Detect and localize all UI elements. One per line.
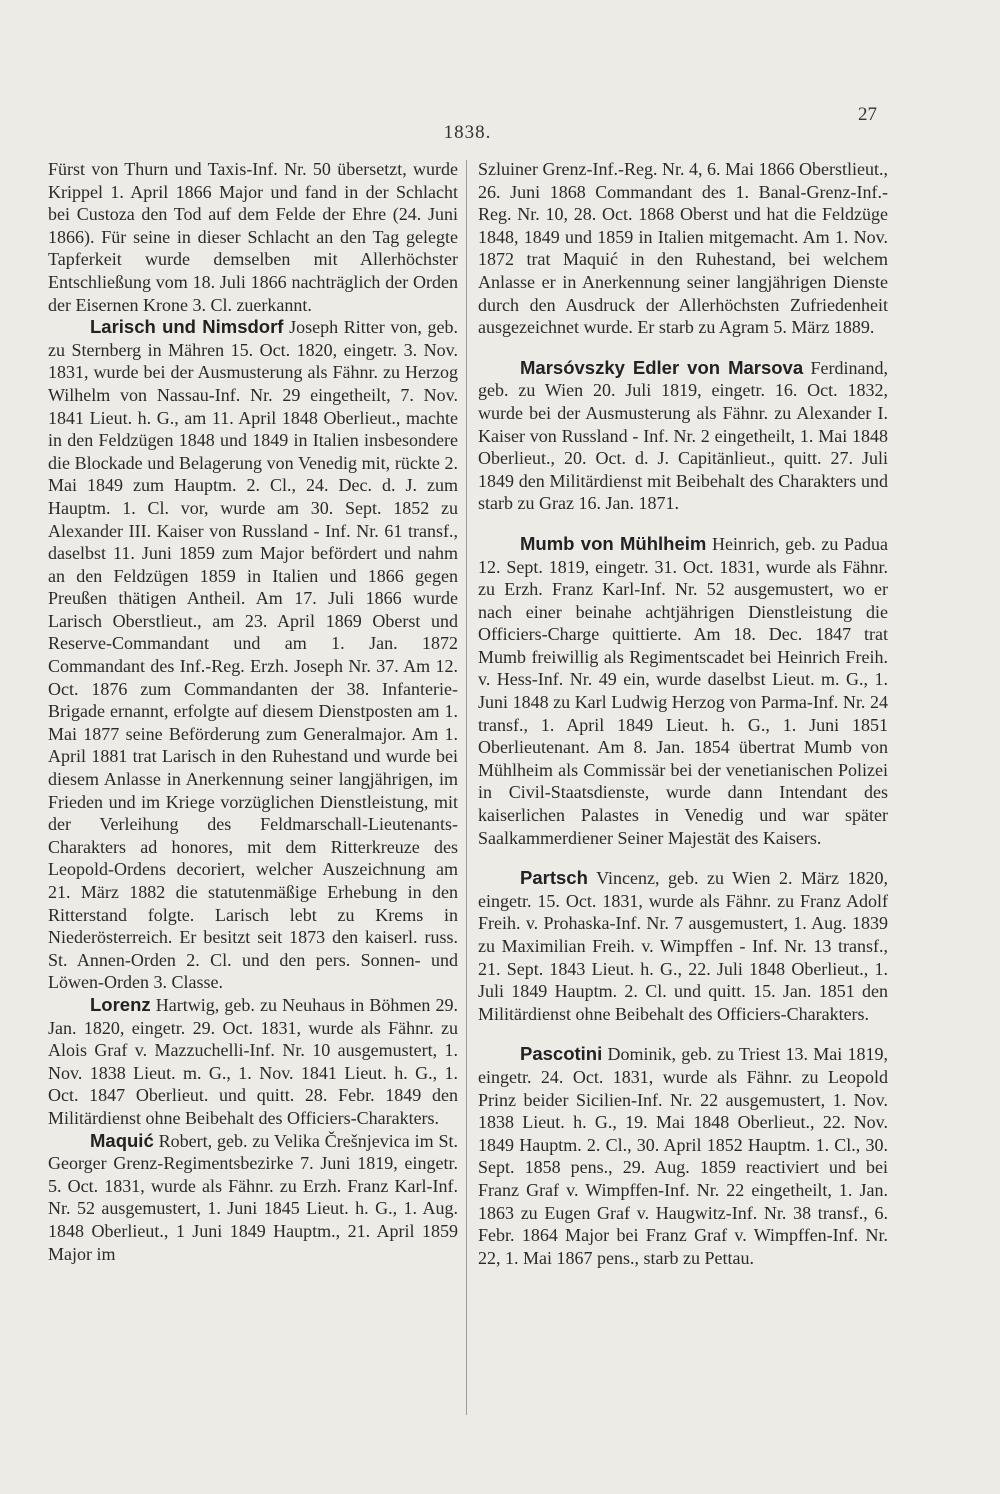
entry-maquic — [48, 1130, 458, 1266]
entry-name: Partsch — [520, 867, 588, 889]
entry-lorenz — [48, 994, 458, 1130]
entry-larisch — [48, 316, 458, 994]
entry-name: Pascotini — [520, 1043, 603, 1065]
left-column — [48, 158, 458, 1265]
entry-text: Joseph Ritter von, geb. zu Sternberg in Mähren 15. Oct. 1820, eingetr. 3. Nov. 1831, wurde bei der Ausmusterung als Fähnr. zu Herzog Wilhelm von Nassau-Inf. Nr. 29 eingetheilt, 7. Nov. 1841 Lieut. h. G., am 11. April 1848 Oberlieut., machte in den Feldzügen 1848 und 1849 in Italien insbesondere die Blockade und Belagerung von Venedig mit, rückte 2. Mai 1849 zum Hauptm. 2. Cl., 24. Dec. d. J. zum Hauptm. 1. Cl. vor, wurde am 30. Sept. 1852 zu Alexander III. Kaiser von Russland - Inf. Nr. 61 transf., daselbst 11. Juni 1859 zum Major befördert und nahm an den Feldzügen 1859 in Italien und 1866 gegen Preußen thätigen Antheil. Am 17. Juli 1866 wurde Larisch Oberstlieut., am 23. April 1869 Oberst und Reserve-Commandant und am 1. Jan. 1872 Commandant des Inf.-Reg. Erzh. Joseph Nr. 37. Am 12. Oct. 1876 zum Commandanten der 38. Infanterie-Brigade ernannt, erfolgte auf diesem Dienstposten am 1. Mai 1877 seine Beförderung zum Generalmajor. Am 1. April 1881 trat Larisch in den Ruhestand und wurde bei diesem Anlasse in Anerkennung seiner langjährigen, im Frieden und im Kriege vorzüglichen Dienstleistung, mit der Verleihung des Feldmarschall-Lieutenants-Charakters ad honores, mit dem Ritterkreuze des Leopold-Ordens decoriert, welcher Auszeichnung am 21. März 1882 die statutenmäßige Erhebung in den Ritterstand folgte. Larisch lebt zu Krems in Niederösterreich. Er besitzt seit 1873 den kaiserl. russ. St. Annen-Orden 2. Cl. und den pers. Sonnen- und Löwen-Orden 3. Classe. — [48, 317, 458, 993]
entry-marsovszky — [478, 357, 888, 515]
entry-text: Hartwig, geb. zu Neuhaus in Böhmen 29. Jan. 1820, eingetr. 29. Oct. 1831, wurde als Fähnr. zu Alois Graf v. Mazzuchelli-Inf. Nr. 10 ausgemustert, 1. Nov. 1838 Lieut. m. G., 1. Nov. 1841 Lieut. h. G., 1. Oct. 1847 Oberlieut. und quitt. 28. Febr. 1849 den Militärdienst ohne Beibehalt des Officiers-Charakters. — [48, 994, 458, 1128]
entry-name: Maquić — [90, 1129, 154, 1151]
running-header-year: 1838. — [443, 122, 492, 143]
entry-name: Marsóvszky Edler von Marsova — [520, 356, 804, 378]
entry-partsch — [478, 867, 888, 1025]
continuation-text: Fürst von Thurn und Taxis-Inf. Nr. 50 übersetzt, wurde Krippel 1. April 1866 Major und fand in der Schlacht bei Custoza den Tod auf dem Felde der Ehre (24. Juni 1866). Für seine in dieser Schlacht an den Tag gelegte Tapferkeit wurde demselben mit Allerhöchster Entschließung vom 18. Juli 1866 nachträglich der Orden der Eisernen Krone 3. Cl. zuerkannt. — [48, 159, 458, 315]
right-column — [478, 158, 888, 1269]
entry-mumb — [478, 533, 888, 849]
entry-text: Ferdinand, geb. zu Wien 20. Juli 1819, eingetr. 16. Oct. 1832, wurde bei der Ausmusterung als Fähnr. zu Alexander I. Kaiser von Russland - Inf. Nr. 2 eingetheilt, 1. Mai 1848 Oberlieut., 20. Oct. d. J. Capitänlieut., quitt. 27. Juli 1849 den Militärdienst mit Beibehalt des Charakters und starb zu Graz 16. Jan. 1871. — [478, 357, 888, 514]
entry-name: Lorenz — [90, 993, 151, 1015]
page-number: 27 — [858, 104, 877, 125]
entry-text: Heinrich, geb. zu Padua 12. Sept. 1819, eingetr. 31. Oct. 1831, wurde als Fähnr. zu Erzh. Franz Karl-Inf. Nr. 52 ausgemustert, wo er nach einer beinahe achtjährigen Dienstleistung die Officiers-Charge quittierte. Am 18. Dec. 1847 trat Mumb freiwillig als Regimentscadet bei Heinrich Freih. v. Hess-Inf. Nr. 49 ein, wurde daselbst Lieut. m. G., 1. Juni 1848 zu Karl Ludwig Herzog von Parma-Inf. Nr. 24 transf., 1. April 1849 Lieut. h. G., 1. Juni 1851 Oberlieutenant. Am 8. Jan. 1854 übertrat Mumb von Mühlheim als Commissär bei der venetianischen Polizei in Civil-Staatsdienste, wurde dann Intendant des kaiserlichen Palastes in Venedig und war später Saalkammerdiener Seiner Majestät des Kaisers. — [478, 533, 888, 848]
entry-text: Vincenz, geb. zu Wien 2. März 1820, eingetr. 15. Oct. 1831, wurde als Fähnr. zu Franz Adolf Freih. v. Prohaska-Inf. Nr. 7 ausgemustert, 1. Aug. 1839 zu Maximilian Freih. v. Wimpffen - Inf. Nr. 13 transf., 21. Sept. 1843 Lieut. h. G., 22. Juli 1848 Oberlieut., 1. Juli 1849 Hauptm. 2. Cl. und quitt. 15. Jan. 1851 den Militärdienst ohne Beibehalt des Officiers-Charakters. — [478, 868, 888, 1024]
continuation-text: Szluiner Grenz-Inf.-Reg. Nr. 4, 6. Mai 1866 Oberstlieut., 26. Juni 1868 Commandant des 1. Banal-Grenz-Inf.-Reg. Nr. 10, 28. Oct. 1868 Oberst und hat die Feldzüge 1848, 1849 und 1859 in Italien mitgemacht. Am 1. Nov. 1872 trat Maquić in den Ruhestand, bei welchem Anlasse er in Anerkennung seiner langjährigen Dienste durch den Ausdruck der Allerhöchsten Zufriedenheit ausgezeichnet wurde. Er starb zu Agram 5. März 1889. — [478, 159, 888, 338]
entry-name: Mumb von Mühlheim — [520, 532, 707, 554]
entry-name: Larisch und Nimsdorf — [90, 316, 284, 338]
entry-text: Dominik, geb. zu Triest 13. Mai 1819, eingetr. 24. Oct. 1831, wurde als Fähnr. zu Leopold Prinz beider Sicilien-Inf. Nr. 22 ausgemustert, 1. Nov. 1838 Lieut. h. G., 19. Mai 1848 Oberlieut., 22. Nov. 1849 Hauptm. 2. Cl., 30. April 1852 Hauptm. 1. Cl., 30. Sept. 1858 pens., 29. Aug. 1859 reactiviert und bei Franz Graf v. Wimpffen-Inf. Nr. 22 eingetheilt, 1. Jan. 1863 zu Eugen Graf v. Haugwitz-Inf. Nr. 38 transf., 6. Febr. 1864 Major bei Franz Graf v. Wimpffen-Inf. Nr. 22, 1. Mai 1867 pens., starb zu Pettau. — [478, 1044, 888, 1268]
entry-pascotini — [478, 1043, 888, 1269]
column-divider — [466, 160, 467, 1415]
entry-text: Robert, geb. zu Velika Črešnjevica im St. Georger Grenz-Regimentsbezirke 7. Juni 1819, eingetr. 5. Oct. 1831, wurde als Fähnr. zu Erzh. Franz Karl-Inf. Nr. 52 ausgemustert, 1. Juni 1845 Lieut. h. G., 1. Aug. 1848 Oberlieut., 1 Juni 1849 Hauptm., 21. April 1859 Major im — [48, 1130, 459, 1264]
